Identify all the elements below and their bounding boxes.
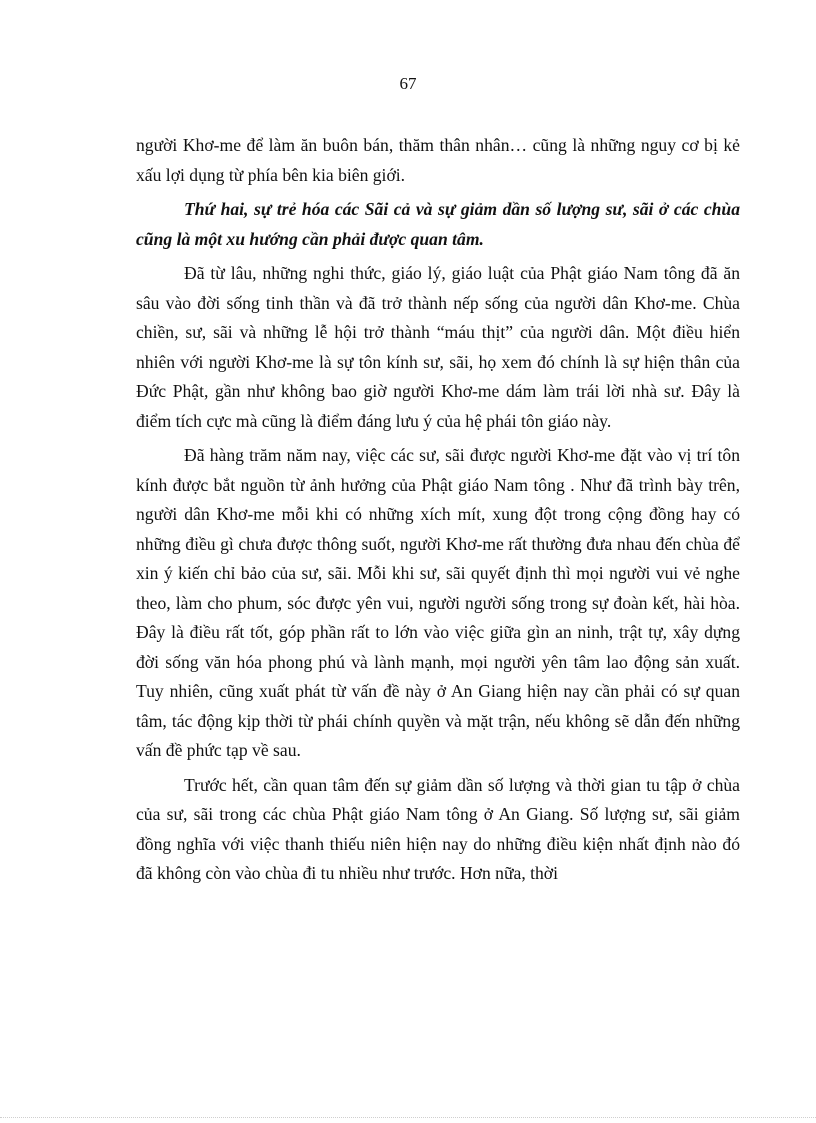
- body-text: [136, 131, 740, 889]
- paragraph-continued: người Khơ-me để làm ăn buôn bán, thăm thân nhân… cũng là những nguy cơ bị kẻ xấu lợi dụng từ phía bên kia biên giới.: [136, 135, 740, 185]
- paragraph: Đã hàng trăm năm nay, việc các sư, sãi được người Khơ-me đặt vào vị trí tôn kính được bắt nguồn từ ảnh hưởng của Phật giáo Nam tông . Như đã trình bày trên, người dân Khơ-me mỗi khi có những xích mít, xung đột trong cộng đồng hay có những điều gì chưa được thông suốt, người Khơ-me rất thường đưa nhau đến chùa để xin ý kiến chỉ bảo của sư, sãi. Mỗi khi sư, sãi quyết định thì mọi người vui vẻ nghe theo, làm cho phum, sóc được yên vui, người người sống trong sự đoàn kết, hài hòa. Đây là điều rất tốt, góp phần rất to lớn vào việc giữa gìn an ninh, trật tự, xây dựng đời sống văn hóa phong phú và lành mạnh, mọi người yên tâm lao động sản xuất. Tuy nhiên, cũng xuất phát từ vấn đề này ở An Giang hiện nay cần phải có sự quan tâm, tác động kịp thời từ phái chính quyền và mặt trận, nếu không sẽ dẫn đến những vấn đề phức tạp về sau.: [136, 445, 740, 760]
- page-bottom-divider: [0, 1117, 816, 1118]
- page-number: 67: [399, 74, 417, 93]
- section-heading-emphasis: Thứ hai, sự trẻ hóa các Sãi cả và sự giảm dần số lượng sư, sãi ở các chùa cũng là một xu hướng cần phải được quan tâm.: [136, 199, 740, 249]
- paragraph: Trước hết, cần quan tâm đến sự giảm dần số lượng và thời gian tu tập ở chùa của sư, sãi trong các chùa Phật giáo Nam tông ở An Giang. Số lượng sư, sãi giảm đồng nghĩa với việc thanh thiếu niên hiện nay do những điều kiện nhất định nào đó đã không còn vào chùa đi tu nhiều như trước. Hơn nữa, thời: [136, 774, 740, 883]
- paragraph: Đã từ lâu, những nghi thức, giáo lý, giáo luật của Phật giáo Nam tông đã ăn sâu vào đời sống tinh thần và đã trở thành nếp sống của người dân Khơ-me. Chùa chiền, sư, sãi và những lễ hội trở thành “máu thịt” của người dân. Một điều hiển nhiên với người Khơ-me là sự tôn kính sư, sãi, họ xem đó chính là sự hiện thân của Đức Phật, gần như không bao giờ người Khơ-me dám làm trái lời nhà sư. Đây là điểm tích cực mà cũng là điểm đáng lưu ý của hệ phái tôn giáo này.: [136, 263, 740, 431]
